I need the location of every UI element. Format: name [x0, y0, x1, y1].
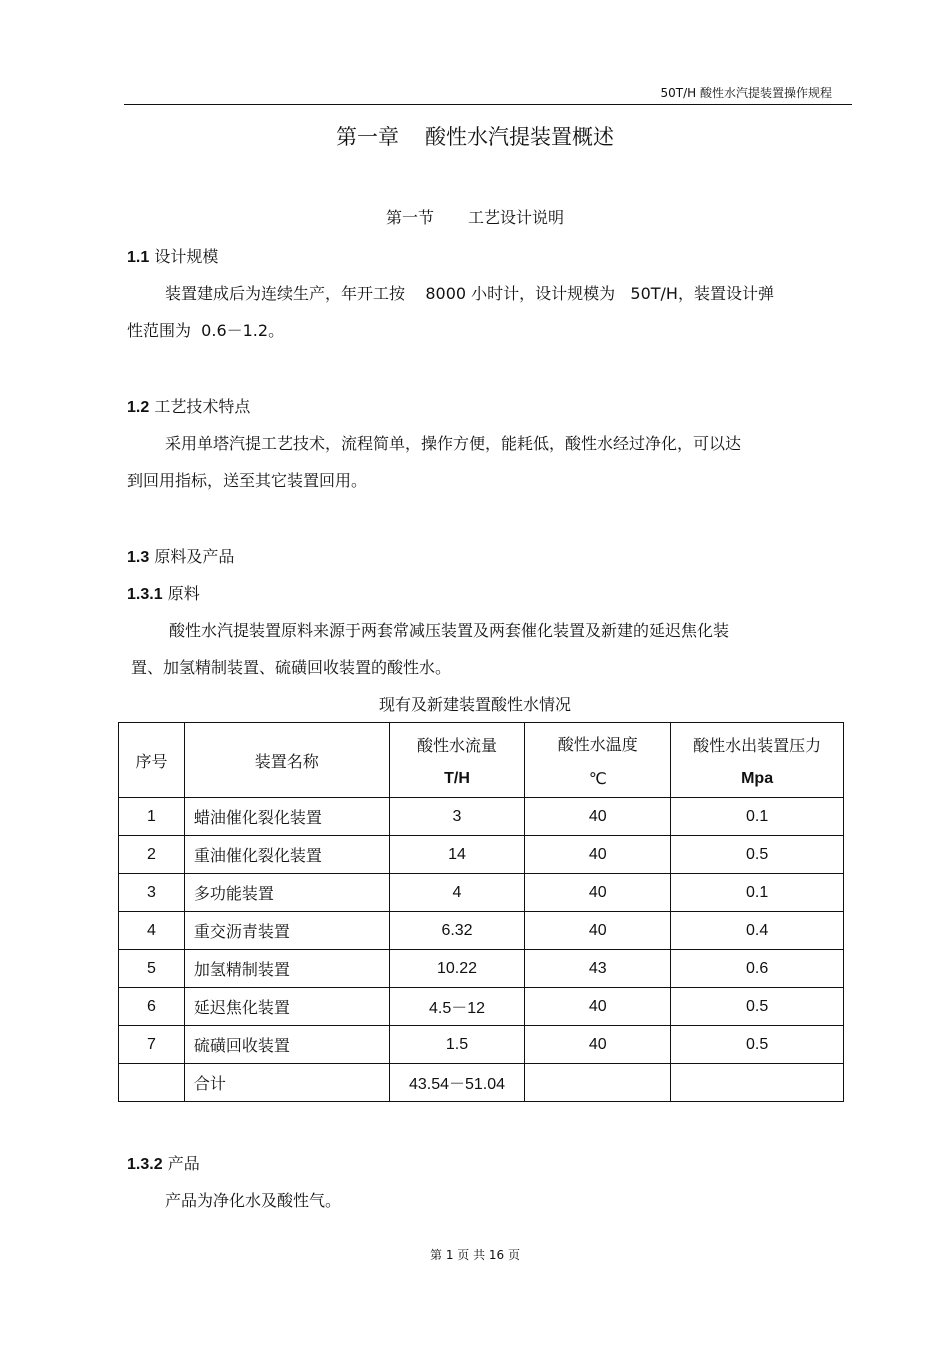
cell-pressure: 0.5 — [671, 988, 844, 1026]
cell-seq: 6 — [119, 988, 185, 1026]
paragraph-1-1-line-2: 性范围为 0.6－1.2。 — [127, 321, 285, 340]
cell-seq — [119, 1064, 185, 1102]
cell-name: 重交沥青装置 — [184, 912, 389, 950]
paragraph-1-3-1-line-2: 置、加氢精制装置、硫磺回收装置的酸性水。 — [131, 658, 452, 677]
cell-total-label: 合计 — [184, 1064, 389, 1102]
heading-number: 1.3.1 — [127, 586, 163, 603]
cell-flow: 14 — [389, 836, 525, 874]
cell-temp: 40 — [525, 874, 671, 912]
heading-title: 工艺技术特点 — [154, 397, 251, 416]
table-total-row — [119, 1064, 844, 1102]
cell-flow: 1.5 — [389, 1026, 525, 1064]
heading-title: 原料 — [167, 584, 200, 603]
cell-temp — [525, 1064, 671, 1102]
paragraph-1-3-2-line-1: 产品为净化水及酸性气。 — [165, 1191, 342, 1210]
heading-1-3-1 — [127, 581, 200, 604]
cell-seq: 4 — [119, 912, 185, 950]
table-row — [119, 798, 844, 836]
heading-1-1 — [127, 244, 218, 267]
cell-pressure: 0.4 — [671, 912, 844, 950]
heading-number: 1.3 — [127, 549, 150, 566]
cell-name: 加氢精制装置 — [184, 950, 389, 988]
cell-seq: 5 — [119, 950, 185, 988]
chapter-heading — [0, 121, 950, 151]
cell-seq: 3 — [119, 874, 185, 912]
cell-total-flow: 43.54－51.04 — [389, 1064, 525, 1102]
cell-seq: 7 — [119, 1026, 185, 1064]
chapter-title: 酸性水汽提装置概述 — [425, 125, 614, 149]
table-row — [119, 874, 844, 912]
paragraph-1-3-1-line-1: 酸性水汽提装置原料来源于两套常减压装置及两套催化装置及新建的延迟焦化装 — [169, 621, 730, 640]
table-row — [119, 988, 844, 1026]
cell-seq: 1 — [119, 798, 185, 836]
chapter-number: 第一章 — [336, 125, 399, 149]
col-header-name: 装置名称 — [184, 723, 389, 798]
heading-title: 设计规模 — [154, 247, 219, 266]
table-caption: 现有及新建装置酸性水情况 — [378, 695, 571, 714]
cell-temp: 40 — [525, 912, 671, 950]
cell-seq: 2 — [119, 836, 185, 874]
heading-title: 产品 — [167, 1154, 200, 1173]
cell-pressure: 0.1 — [671, 874, 844, 912]
cell-name: 延迟焦化装置 — [184, 988, 389, 1026]
acid-water-table — [118, 722, 844, 1102]
temp-unit: ℃ — [588, 770, 607, 788]
paragraph-1-2-line-2: 到回用指标，送至其它装置回用。 — [127, 471, 368, 490]
col-header-temp: 酸性水温度 ℃ — [525, 723, 671, 798]
cell-pressure: 0.5 — [671, 1026, 844, 1064]
cell-pressure: 0.1 — [671, 798, 844, 836]
section-number: 第一节 — [385, 208, 434, 227]
cell-name: 多功能装置 — [184, 874, 389, 912]
heading-1-3 — [127, 544, 234, 567]
cell-temp: 43 — [525, 950, 671, 988]
heading-number: 1.3.2 — [127, 1156, 163, 1173]
cell-pressure — [671, 1064, 844, 1102]
cell-pressure: 0.6 — [671, 950, 844, 988]
cell-temp: 40 — [525, 988, 671, 1026]
heading-title: 原料及产品 — [154, 547, 235, 566]
flow-unit: T/H — [444, 769, 470, 787]
cell-pressure: 0.5 — [671, 836, 844, 874]
header-rule — [124, 104, 852, 105]
col-header-flow: 酸性水流量 T/H — [389, 723, 525, 798]
table-row — [119, 1026, 844, 1064]
heading-number: 1.1 — [127, 249, 150, 266]
col-header-seq: 序号 — [119, 723, 185, 798]
heading-1-2 — [127, 394, 250, 417]
table-header-row — [119, 723, 844, 798]
section-heading — [0, 205, 950, 228]
cell-flow: 4 — [389, 874, 525, 912]
cell-flow: 6.32 — [389, 912, 525, 950]
paragraph-1-2-line-1: 采用单塔汽提工艺技术，流程简单，操作方便，能耗低，酸性水经过净化，可以达 — [165, 434, 742, 453]
section-title: 工艺设计说明 — [468, 208, 565, 227]
pressure-unit: Mpa — [741, 769, 774, 787]
table-row — [119, 836, 844, 874]
paragraph-1-1-line-1: 装置建成后为连续生产，年开工按 8000 小时计，设计规模为 50T/H，装置设计弹 — [165, 284, 774, 303]
heading-1-3-2 — [127, 1151, 200, 1174]
table-row — [119, 950, 844, 988]
running-header: 50T/H 酸性水汽提装置操作规程 — [660, 86, 832, 100]
cell-flow: 3 — [389, 798, 525, 836]
cell-flow: 10.22 — [389, 950, 525, 988]
cell-flow: 4.5－12 — [389, 988, 525, 1026]
heading-number: 1.2 — [127, 399, 150, 416]
cell-temp: 40 — [525, 1026, 671, 1064]
cell-temp: 40 — [525, 836, 671, 874]
table-row — [119, 912, 844, 950]
cell-temp: 40 — [525, 798, 671, 836]
page-footer: 第 1 页 共 16 页 — [430, 1248, 520, 1262]
col-header-pressure: 酸性水出装置压力 Mpa — [671, 723, 844, 798]
cell-name: 蜡油催化裂化装置 — [184, 798, 389, 836]
cell-name: 重油催化裂化装置 — [184, 836, 389, 874]
cell-name: 硫磺回收装置 — [184, 1026, 389, 1064]
